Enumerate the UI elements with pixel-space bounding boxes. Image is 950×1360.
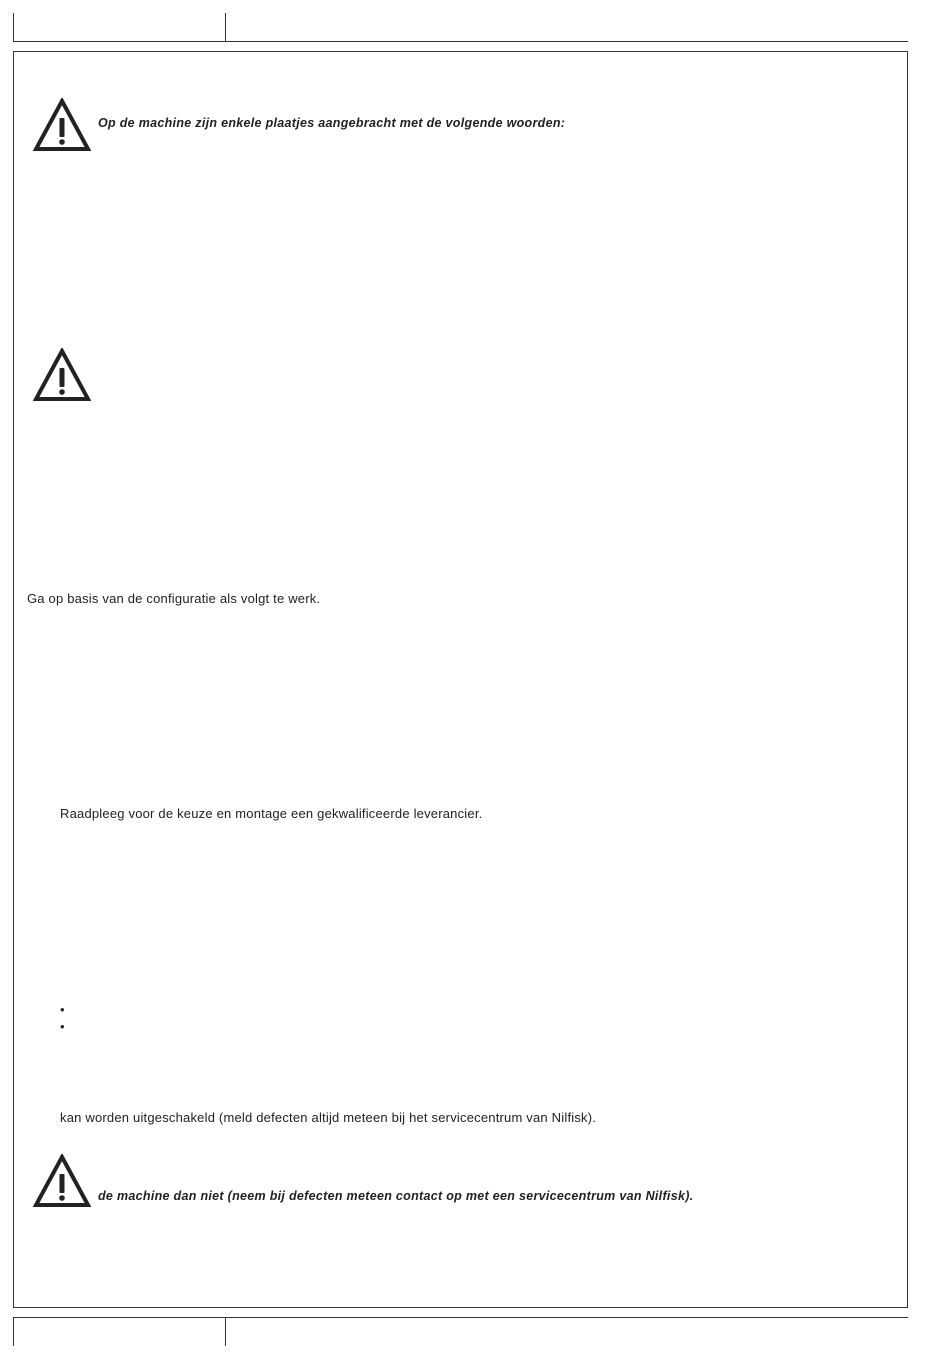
warning-triangle-icon <box>33 1154 91 1208</box>
paragraph-defects: kan worden uitgeschakeld (meld defecten altijd meteen bij het servicecentrum van Nilfisk). <box>60 1110 597 1125</box>
header-divider <box>225 13 226 41</box>
footer-rule <box>13 1317 908 1318</box>
header-rule <box>13 41 908 42</box>
footer-left-edge <box>13 1317 14 1346</box>
warning-text-bottom: de machine dan niet (neem bij defecten meteen contact op met een servicecentrum van Nilfisk). <box>98 1189 694 1203</box>
list-bullet: • <box>60 1019 65 1034</box>
footer-divider <box>225 1317 226 1346</box>
paragraph-configuration: Ga op basis van de configuratie als volgt te werk. <box>27 591 321 606</box>
warning-text-top: Op de machine zijn enkele plaatjes aangebracht met de volgende woorden: <box>98 116 566 130</box>
list-bullet: • <box>60 1002 65 1017</box>
header-left-edge <box>13 13 14 41</box>
warning-triangle-icon <box>33 98 91 152</box>
paragraph-supplier: Raadpleeg voor de keuze en montage een gekwalificeerde leverancier. <box>60 806 483 821</box>
warning-triangle-icon <box>33 348 91 402</box>
